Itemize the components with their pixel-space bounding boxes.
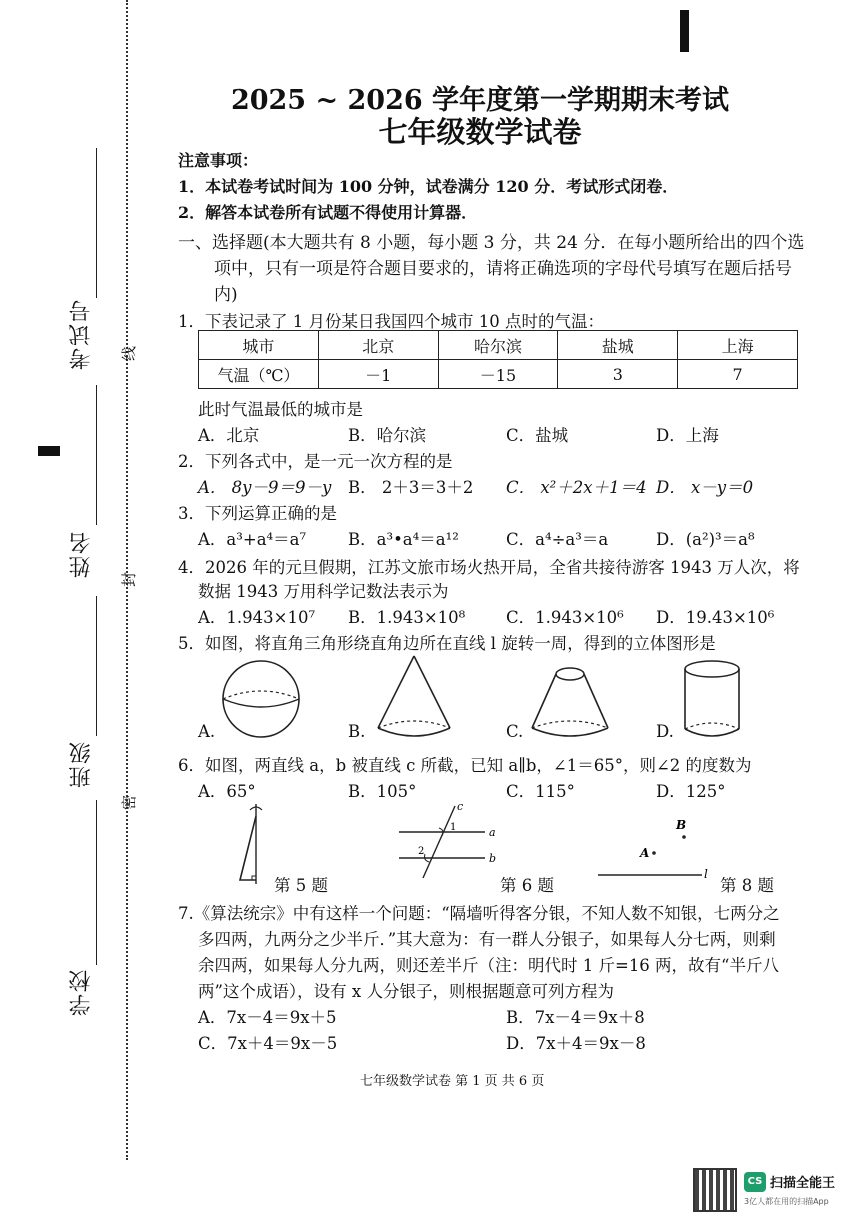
notice-heading: 注意事项：	[178, 151, 259, 170]
fig6-label-c: c	[457, 800, 464, 813]
q4-option-a[interactable]: A．1.943×10⁷	[198, 608, 316, 627]
q6-option-a[interactable]: A．65°	[198, 782, 256, 801]
scanner-tagline: 3亿人都在用的扫描App	[744, 1197, 829, 1206]
q1-stem: 1．下表记录了 1 月份某日我国四个城市 10 点时的气温：	[178, 312, 604, 331]
class-blank[interactable]	[96, 596, 97, 736]
q3-option-b[interactable]: B．a³•a⁴＝a¹²	[348, 530, 459, 549]
binding-char-mi: 密	[121, 794, 136, 812]
q2-option-c[interactable]: C． x²＋2x＋1＝4	[506, 478, 647, 497]
table-cell: 盐城	[558, 331, 678, 360]
fig8-label-b: B	[676, 818, 687, 832]
q4-option-d[interactable]: D．19.43×10⁶	[656, 608, 775, 627]
name-label: 姓名	[69, 530, 94, 578]
table-cell: 城市	[199, 331, 319, 360]
table-cell: 3	[558, 360, 678, 389]
q2-option-d[interactable]: D． x－y＝0	[656, 478, 754, 497]
binding-char-xian: 线	[121, 345, 136, 363]
page-footer: 七年级数学试卷 第 1 页 共 6 页	[360, 1074, 545, 1089]
q4-option-c[interactable]: C．1.943×10⁶	[506, 608, 624, 627]
q5-cylinder-figure	[680, 655, 750, 750]
q6-option-c[interactable]: C．115°	[506, 782, 575, 801]
q2-option-b[interactable]: B． 2＋3＝3＋2	[348, 478, 474, 497]
q5-option-d[interactable]: D.	[656, 722, 674, 741]
q6-stem: 6．如图，两直线 a，b 被直线 c 所截，已知 a∥b，∠1＝65°，则∠2 的度数为	[178, 756, 752, 775]
q4-stem-line-2: 数据 1943 万用科学记数法表示为	[198, 582, 449, 601]
q7-line-3: 余四两，如果每人分九两，则还差半斤（注：明代时 1 斤=16 两，故有“半斤八	[198, 956, 779, 975]
section-1-line-3: 内)	[214, 285, 238, 305]
q7-line-2: 多四两，九两分之少半斤．”其大意为：有一群人分银子，如果每人分七两，则剩	[198, 930, 776, 949]
q5-sphere-figure	[215, 655, 315, 745]
exam-title: 2025 ~ 2026 学年度第一学期期末考试	[230, 85, 730, 116]
q2-option-a[interactable]: A． 8y－9＝9－y	[198, 478, 332, 497]
exam-number-label: 考试号	[69, 298, 94, 370]
binding-char-feng: 封	[121, 571, 136, 589]
qr-code-icon	[693, 1168, 737, 1212]
q5-option-a[interactable]: A.	[198, 722, 216, 741]
table-cell: －15	[438, 360, 558, 389]
q7-option-a[interactable]: A．7x－4＝9x＋5	[198, 1008, 337, 1027]
fig8-label-l: l	[704, 867, 708, 881]
table-cell: 北京	[318, 331, 438, 360]
scanner-app-name: 扫描全能王	[770, 1176, 836, 1191]
registration-mark-left	[38, 446, 60, 456]
q1-stem-2: 此时气温最低的城市是	[198, 400, 363, 419]
q5-frustum-figure	[520, 660, 620, 745]
fig8-caption: 第 8 题	[720, 876, 774, 895]
q1-option-d[interactable]: D．上海	[656, 426, 719, 445]
fig5-caption: 第 5 题	[274, 876, 328, 895]
fig6-label-angle-1: 1	[450, 822, 457, 833]
notice-item-1: 1．本试卷考试时间为 100 分钟，试卷满分 120 分．考试形式闭卷．	[178, 177, 679, 196]
section-1-line-2: 项中，只有一项是符合题目要求的，请将正确选项的字母代号填写在题后括号	[214, 259, 792, 279]
q6-option-d[interactable]: D．125°	[656, 782, 726, 801]
fig6-label-b: b	[489, 852, 497, 865]
school-blank[interactable]	[96, 800, 97, 965]
section-1-line-1: 一、选择题(本大题共有 8 小题，每小题 3 分，共 24 分．在每小题所给出的四个选	[178, 233, 805, 253]
q3-option-d[interactable]: D．(a²)³＝a⁸	[656, 530, 755, 549]
exam-number-blank[interactable]	[96, 148, 97, 298]
q1-option-a[interactable]: A．北京	[198, 426, 260, 445]
table-cell: 7	[678, 360, 798, 389]
q5-cone-figure	[370, 650, 460, 745]
q4-stem-line-1: 4．2026 年的元旦假期，江苏文旅市场火热开局，全省共接待游客 1943 万人次，将	[178, 558, 800, 577]
fig8-label-a: A	[640, 846, 650, 860]
camscanner-logo-icon: CS	[744, 1172, 766, 1192]
q7-option-c[interactable]: C．7x＋4＝9x－5	[198, 1034, 338, 1053]
fig5-right-triangle	[234, 802, 274, 887]
fig6-parallel-lines	[395, 800, 505, 880]
q7-line-4: 两”这个成语），设有 x 人分银子，则根据题意可列方程为	[198, 982, 614, 1001]
q6-option-b[interactable]: B．105°	[348, 782, 417, 801]
class-label: 班级	[69, 740, 94, 788]
q5-option-b[interactable]: B.	[348, 722, 366, 741]
q2-stem: 2．下列各式中，是一元一次方程的是	[178, 452, 453, 471]
school-label: 学校	[69, 968, 94, 1016]
q5-stem: 5．如图，将直角三角形绕直角边所在直线 l 旋转一周，得到的立体图形是	[178, 634, 716, 653]
q7-option-d[interactable]: D．7x＋4＝9x－8	[506, 1034, 646, 1053]
fig6-label-a: a	[489, 826, 496, 839]
fig6-label-angle-2: 2	[418, 846, 425, 857]
q4-option-b[interactable]: B．1.943×10⁸	[348, 608, 466, 627]
q3-option-c[interactable]: C．a⁴÷a³＝a	[506, 530, 609, 549]
table-cell: 气温（℃）	[199, 360, 319, 389]
fig6-caption: 第 6 题	[500, 876, 554, 895]
table-cell: －1	[318, 360, 438, 389]
table-header-row	[199, 331, 798, 360]
q3-stem: 3．下列运算正确的是	[178, 504, 337, 523]
q5-option-c[interactable]: C.	[506, 722, 524, 741]
registration-mark-top	[680, 10, 689, 52]
table-cell: 哈尔滨	[438, 331, 558, 360]
q1-option-c[interactable]: C．盐城	[506, 426, 569, 445]
fig8-line-points	[596, 815, 716, 885]
exam-subtitle: 七年级数学试卷	[378, 115, 582, 149]
notice-item-2: 2．解答本试卷所有试题不得使用计算器．	[178, 203, 478, 222]
q7-option-b[interactable]: B．7x－4＝9x＋8	[506, 1008, 645, 1027]
q1-option-b[interactable]: B．哈尔滨	[348, 426, 427, 445]
table-cell: 上海	[678, 331, 798, 360]
q3-option-a[interactable]: A．a³+a⁴＝a⁷	[198, 530, 307, 549]
q7-line-1: 7.《算法统宗》中有这样一个问题：“隔墙听得客分银，不知人数不知银，七两分之	[178, 904, 780, 923]
q1-temperature-table	[198, 330, 798, 389]
table-row	[199, 360, 798, 389]
name-blank[interactable]	[96, 385, 97, 525]
